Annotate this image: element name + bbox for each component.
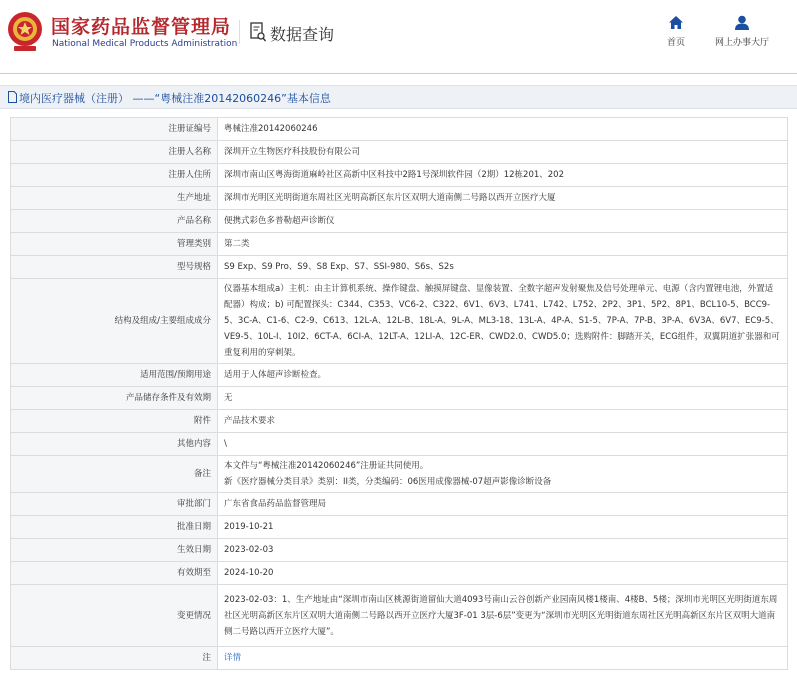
row-label: 型号规格	[11, 256, 218, 279]
row-value: 产品技术要求	[218, 410, 788, 433]
row-label: 注	[11, 647, 218, 670]
table-row	[11, 410, 788, 433]
table-row	[11, 210, 788, 233]
row-label: 注册证编号	[11, 118, 218, 141]
table-row	[11, 585, 788, 647]
table-row	[11, 364, 788, 387]
table-row	[11, 647, 788, 670]
table-row	[11, 433, 788, 456]
remark-line-2: 新《医疗器械分类目录》类别：II类，分类编码：06医用成像器械-07超声影像诊断设备	[224, 477, 552, 487]
row-label: 产品储存条件及有效期	[11, 387, 218, 410]
row-label: 产品名称	[11, 210, 218, 233]
row-value: 深圳开立生物医疗科技股份有限公司	[218, 141, 788, 164]
row-label: 有效期至	[11, 562, 218, 585]
site-header	[0, 0, 797, 66]
table-row	[11, 141, 788, 164]
table-row	[11, 279, 788, 364]
row-value: 无	[218, 387, 788, 410]
row-value: 便携式彩色多普勒超声诊断仪	[218, 210, 788, 233]
table-row	[11, 164, 788, 187]
document-search-icon	[250, 22, 266, 42]
nav-online-office[interactable]	[706, 15, 778, 48]
table-row	[11, 233, 788, 256]
row-value: 仪器基本组成a）主机：由主计算机系统、操作键盘、触摸屏键盘、显像装置、全数字超声发射聚焦及信号处理单元、电源（含内置锂电池，外置适配器）构成；b) 可配置探头：C344、C353、VC6-2、C322、6V1、6V3、L741、L742、L752、2P2、3P1、5P2、8P1、BCL10-5、BCC9-5、3C-A、C1-6、C2-9、C613、12L-A、12L-B、18L-A、9L-A、ML3-18、13L-A、4P-A、S1-5、7P-A、7P-B、3P-A、6V3A、6V7、EC9-5、VE9-5、10L-I、10I2、6CT-A、6CI-A、12LT-A、12LI-A、12C-ER、CWD2.0、CWD5.0；选购附件：脚踏开关，ECG组件，双翼阴道扩张器和可重复利用的穿刺架。	[218, 279, 788, 364]
table-row	[11, 539, 788, 562]
row-label: 变更情况	[11, 585, 218, 647]
row-value: 适用于人体超声诊断检查。	[218, 364, 788, 387]
row-value: 2023-02-03：1、生产地址由“深圳市南山区桃源街道留仙大道4093号南山云谷创新产业园南风楼1楼南、4楼B、5楼；深圳市光明区光明街道东周社区光明高新区东片区双明大道南侧二号路以西开立医疗大厦3F-01 3层-6层”变更为“深圳市光明区光明街道东周社区光明高新区东片区双明大道南侧二号路以西开立医疗大厦”。	[218, 585, 788, 647]
table-row	[11, 456, 788, 493]
row-value: 2024-10-20	[218, 562, 788, 585]
row-label: 注册人住所	[11, 164, 218, 187]
site-subtitle: National Medical Products Administration	[52, 39, 238, 49]
data-query-title[interactable]: 数据查询	[270, 25, 335, 44]
row-label: 批准日期	[11, 516, 218, 539]
row-label: 生产地址	[11, 187, 218, 210]
table-row	[11, 516, 788, 539]
row-value: 第二类	[218, 233, 788, 256]
row-value: S9 Exp、S9 Pro、S9、S8 Exp、S7、SSI-980、S6s、S2s	[218, 256, 788, 279]
user-icon	[734, 15, 750, 30]
row-label: 管理类别	[11, 233, 218, 256]
row-label: 注册人名称	[11, 141, 218, 164]
row-label: 备注	[11, 456, 218, 493]
row-label: 生效日期	[11, 539, 218, 562]
row-value: \	[218, 433, 788, 456]
breadcrumb-text: 境内医疗器械（注册） ——“粤械注准20142060246”基本信息	[19, 92, 331, 105]
row-value: 2023-02-03	[218, 539, 788, 562]
row-label: 审批部门	[11, 493, 218, 516]
detail-link[interactable]: 详情	[224, 653, 242, 663]
table-row	[11, 387, 788, 410]
row-value: 广东省食品药品监督管理局	[218, 493, 788, 516]
emblem-logo	[6, 9, 44, 53]
table-row	[11, 256, 788, 279]
row-value: 深圳市南山区粤海街道麻岭社区高新中区科技中2路1号深圳软件园（2期）12栋201、202	[218, 164, 788, 187]
header-rule	[0, 73, 797, 74]
home-icon	[668, 15, 684, 30]
nav-office-label: 网上办事大厅	[714, 38, 769, 48]
nav-home[interactable]	[660, 15, 692, 48]
site-title[interactable]: 国家药品监督管理局	[51, 16, 232, 38]
row-value: 2019-10-21	[218, 516, 788, 539]
document-icon	[8, 91, 17, 103]
table-row	[11, 562, 788, 585]
row-label: 结构及组成/主要组成成分	[11, 279, 218, 364]
table-row	[11, 493, 788, 516]
table-row	[11, 187, 788, 210]
header-divider	[239, 20, 240, 44]
row-label: 附件	[11, 410, 218, 433]
table-row	[11, 118, 788, 141]
row-value	[218, 456, 788, 493]
row-label: 适用范围/预期用途	[11, 364, 218, 387]
remark-line-1: 本文件与“粤械注准20142060246”注册证共同使用。	[224, 461, 429, 471]
breadcrumb	[0, 85, 797, 109]
registration-info-table	[10, 117, 788, 670]
row-label: 其他内容	[11, 433, 218, 456]
row-value	[218, 647, 788, 670]
nav-home-label: 首页	[666, 38, 685, 48]
row-value: 粤械注准20142060246	[218, 118, 788, 141]
row-value: 深圳市光明区光明街道东周社区光明高新区东片区双明大道南侧二号路以西开立医疗大厦	[218, 187, 788, 210]
